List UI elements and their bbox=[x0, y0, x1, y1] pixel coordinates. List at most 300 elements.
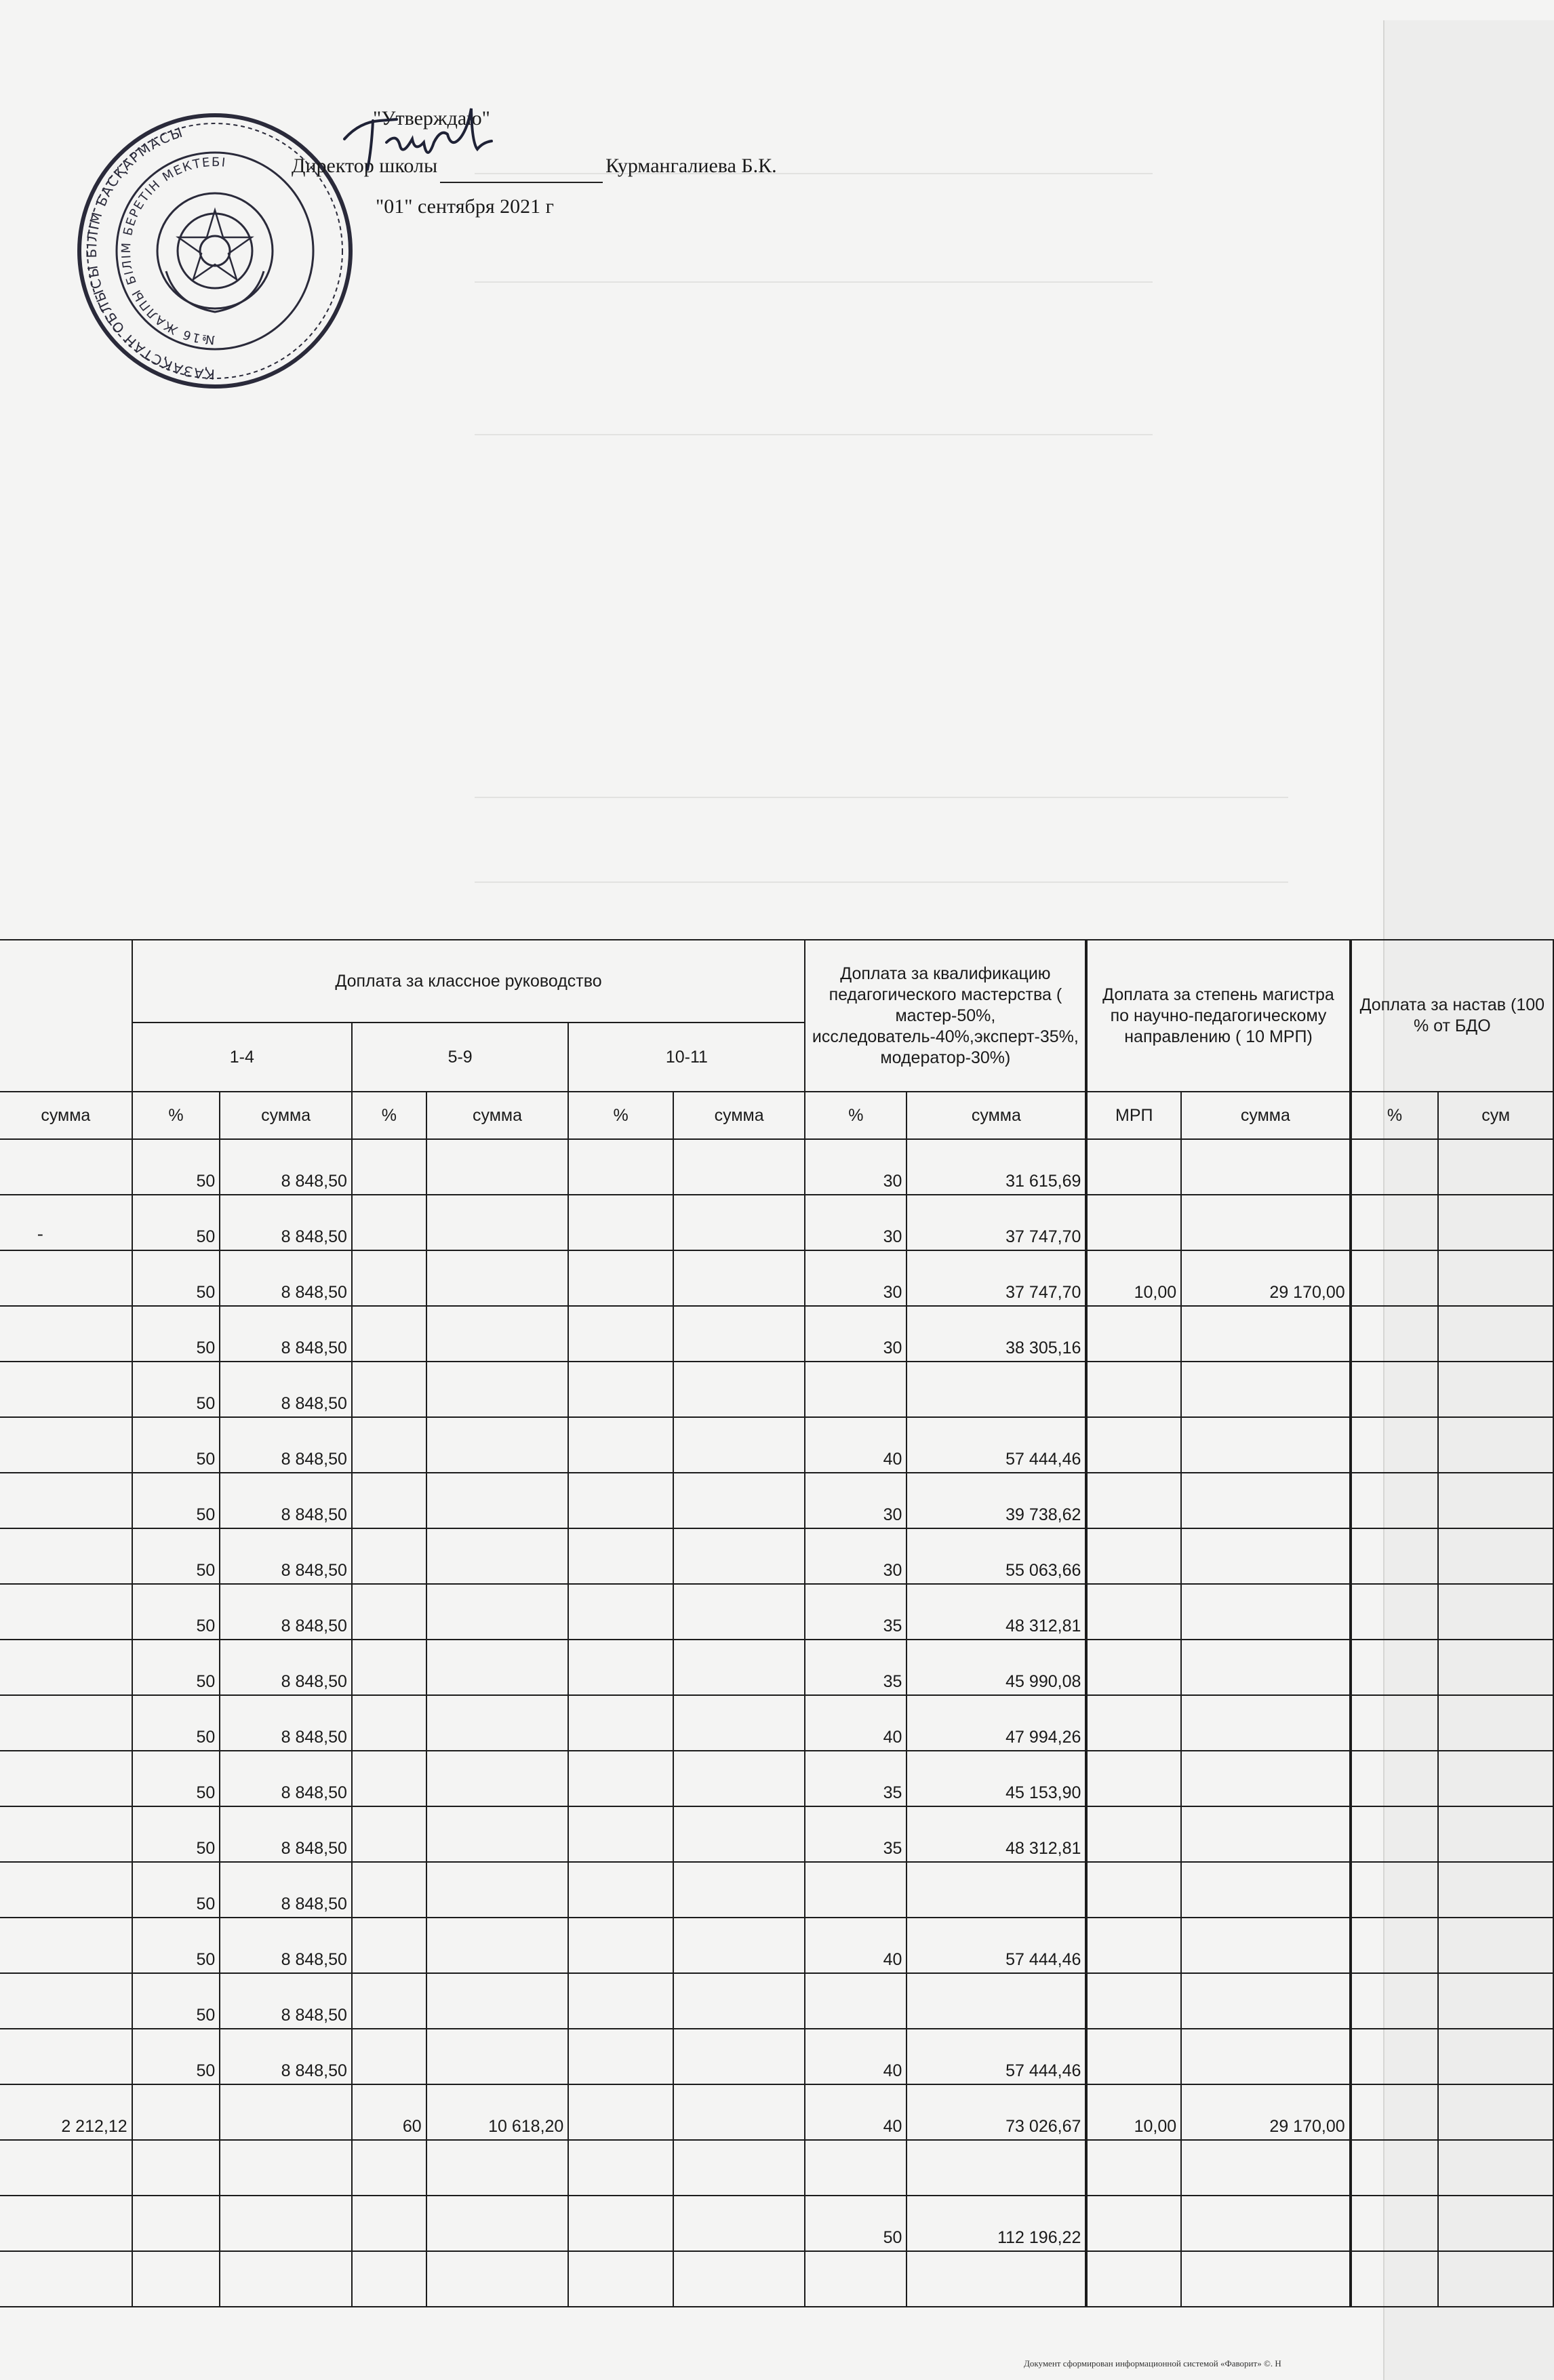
table-row bbox=[0, 1362, 1553, 1417]
table-cell bbox=[568, 1584, 673, 1640]
table-cell bbox=[673, 1973, 805, 2029]
table-cell: 30 bbox=[805, 1473, 906, 1528]
grade-header-10-11: 10-11 bbox=[568, 1023, 805, 1092]
table-cell: 8 848,50 bbox=[220, 1195, 352, 1250]
table-cell bbox=[1351, 2251, 1439, 2307]
table-cell bbox=[0, 1139, 132, 1195]
row-mark: - bbox=[37, 1224, 43, 1244]
table-row bbox=[0, 1528, 1553, 1584]
table-cell bbox=[568, 1973, 673, 2029]
footer-note: Документ сформирован информационной системой «Фаворит» ©. Н bbox=[1024, 2358, 1281, 2368]
table-cell bbox=[220, 2251, 352, 2307]
table-cell bbox=[426, 1473, 569, 1528]
table-cell bbox=[1438, 1751, 1553, 1806]
table-cell: 50 bbox=[132, 1250, 220, 1306]
table-cell: 39 738,62 bbox=[906, 1473, 1086, 1528]
table-cell: 37 747,70 bbox=[906, 1195, 1086, 1250]
table-cell: 30 bbox=[805, 1195, 906, 1250]
table-cell bbox=[0, 1417, 132, 1473]
table-cell bbox=[906, 1362, 1086, 1417]
table-cell bbox=[1086, 1751, 1181, 1806]
table-cell bbox=[568, 1250, 673, 1306]
table-cell: 57 444,46 bbox=[906, 1918, 1086, 1973]
table-cell bbox=[1351, 1250, 1439, 1306]
table-cell bbox=[352, 1973, 426, 2029]
table-cell: 50 bbox=[132, 1473, 220, 1528]
table-cell bbox=[1351, 2084, 1439, 2140]
table-cell bbox=[1181, 1528, 1351, 1584]
table-cell bbox=[1086, 1806, 1181, 1862]
table-cell bbox=[1351, 1695, 1439, 1751]
table-cell bbox=[673, 1362, 805, 1417]
table-cell bbox=[352, 1306, 426, 1362]
table-cell: 8 848,50 bbox=[220, 1695, 352, 1751]
table-cell bbox=[805, 1973, 906, 2029]
table-cell bbox=[568, 2196, 673, 2251]
table-cell: 35 bbox=[805, 1640, 906, 1695]
table-row bbox=[0, 1417, 1553, 1473]
ghost-line bbox=[475, 881, 1288, 883]
table-cell bbox=[673, 2084, 805, 2140]
table-cell: 50 bbox=[132, 1751, 220, 1806]
table-cell bbox=[1438, 1862, 1553, 1918]
table-cell bbox=[1438, 1640, 1553, 1695]
table-cell bbox=[0, 1250, 132, 1306]
table-cell bbox=[1438, 1806, 1553, 1862]
table-cell bbox=[0, 2029, 132, 2084]
table-cell bbox=[568, 1751, 673, 1806]
table-cell: 47 994,26 bbox=[906, 1695, 1086, 1751]
table-cell bbox=[0, 2251, 132, 2307]
table-cell bbox=[673, 2196, 805, 2251]
column-header: % bbox=[1351, 1092, 1439, 1139]
table-row bbox=[0, 1473, 1553, 1528]
table-row bbox=[0, 1306, 1553, 1362]
table-cell: 30 bbox=[805, 1306, 906, 1362]
table-cell bbox=[1438, 1584, 1553, 1640]
table-cell bbox=[1086, 1640, 1181, 1695]
table-row bbox=[0, 1195, 1553, 1250]
table-cell bbox=[673, 1417, 805, 1473]
table-cell bbox=[568, 1695, 673, 1751]
approval-date: "01" сентября 2021 г bbox=[376, 195, 554, 218]
table-cell bbox=[0, 1306, 132, 1362]
table-cell bbox=[220, 2140, 352, 2196]
table-cell: 8 848,50 bbox=[220, 1139, 352, 1195]
ghost-line bbox=[475, 434, 1153, 435]
table-cell bbox=[1086, 2140, 1181, 2196]
column-header: % bbox=[805, 1092, 906, 1139]
table-cell bbox=[352, 1584, 426, 1640]
table-cell: 29 170,00 bbox=[1181, 2084, 1351, 2140]
table-cell: 112 196,22 bbox=[906, 2196, 1086, 2251]
table-cell: 10,00 bbox=[1086, 1250, 1181, 1306]
table-cell: 50 bbox=[132, 1417, 220, 1473]
table-cell bbox=[805, 2251, 906, 2307]
table-row bbox=[0, 1806, 1553, 1862]
table-cell bbox=[1181, 1640, 1351, 1695]
table-cell: 60 bbox=[352, 2084, 426, 2140]
table-cell: 8 848,50 bbox=[220, 2029, 352, 2084]
table-cell bbox=[1438, 1528, 1553, 1584]
table-cell bbox=[568, 1195, 673, 1250]
table-cell: 35 bbox=[805, 1751, 906, 1806]
table-cell bbox=[0, 2140, 132, 2196]
table-row bbox=[0, 1862, 1553, 1918]
table-row bbox=[0, 1250, 1553, 1306]
official-stamp bbox=[58, 102, 373, 400]
table-cell: 50 bbox=[132, 1918, 220, 1973]
table-cell bbox=[906, 1862, 1086, 1918]
table-cell bbox=[1438, 1195, 1553, 1250]
table-cell bbox=[0, 1584, 132, 1640]
signature-underline bbox=[440, 182, 603, 183]
table-cell bbox=[1351, 1306, 1439, 1362]
table-cell: 50 bbox=[132, 1139, 220, 1195]
table-cell bbox=[568, 1528, 673, 1584]
director-signature bbox=[332, 102, 495, 176]
table-cell bbox=[1351, 1473, 1439, 1528]
table-row bbox=[0, 2251, 1553, 2307]
table-cell bbox=[1086, 2029, 1181, 2084]
ghost-line bbox=[475, 797, 1288, 798]
table-cell: 40 bbox=[805, 2084, 906, 2140]
table-cell: 10 618,20 bbox=[426, 2084, 569, 2140]
director-name: Курмангалиева Б.К. bbox=[605, 155, 777, 177]
table-cell bbox=[0, 1806, 132, 1862]
table-cell bbox=[1086, 2251, 1181, 2307]
table-cell bbox=[1438, 2251, 1553, 2307]
table-cell: 48 312,81 bbox=[906, 1584, 1086, 1640]
table-cell bbox=[1351, 1417, 1439, 1473]
table-cell bbox=[1086, 1695, 1181, 1751]
table-cell: 40 bbox=[805, 1417, 906, 1473]
table-cell bbox=[568, 1473, 673, 1528]
table-cell bbox=[352, 2140, 426, 2196]
grade-header-5-9: 5-9 bbox=[352, 1023, 568, 1092]
table-cell bbox=[1438, 1695, 1553, 1751]
table-row bbox=[0, 1139, 1553, 1195]
table-cell: 29 170,00 bbox=[1181, 1250, 1351, 1306]
table-cell bbox=[426, 1528, 569, 1584]
table-cell: 37 747,70 bbox=[906, 1250, 1086, 1306]
table-cell bbox=[1438, 2196, 1553, 2251]
table-cell: 30 bbox=[805, 1250, 906, 1306]
table-cell bbox=[352, 1751, 426, 1806]
table-cell: 8 848,50 bbox=[220, 1973, 352, 2029]
table-cell bbox=[1351, 1918, 1439, 1973]
table-row bbox=[0, 1751, 1553, 1806]
table-cell bbox=[1181, 1584, 1351, 1640]
table-cell bbox=[568, 2029, 673, 2084]
table-cell bbox=[352, 1473, 426, 1528]
table-cell bbox=[352, 2196, 426, 2251]
table-cell bbox=[1086, 1139, 1181, 1195]
table-cell bbox=[673, 1195, 805, 1250]
table-cell bbox=[352, 1528, 426, 1584]
table-cell bbox=[352, 1640, 426, 1695]
table-cell: 50 bbox=[805, 2196, 906, 2251]
table-cell bbox=[426, 1250, 569, 1306]
table-cell bbox=[1086, 1195, 1181, 1250]
table-cell bbox=[673, 2140, 805, 2196]
table-cell: 50 bbox=[132, 1640, 220, 1695]
table-cell: 50 bbox=[132, 2029, 220, 2084]
table-cell bbox=[906, 1973, 1086, 2029]
table-cell bbox=[1181, 1862, 1351, 1918]
table-cell: 10,00 bbox=[1086, 2084, 1181, 2140]
ghost-line bbox=[475, 281, 1153, 283]
table-cell bbox=[805, 2140, 906, 2196]
table-row bbox=[0, 1973, 1553, 2029]
table-cell bbox=[1086, 1473, 1181, 1528]
table-cell bbox=[1181, 2196, 1351, 2251]
table-cell: 50 bbox=[132, 1306, 220, 1362]
column-header: сумма bbox=[906, 1092, 1086, 1139]
table-cell bbox=[673, 1306, 805, 1362]
table-cell bbox=[220, 2196, 352, 2251]
table-cell bbox=[1181, 1806, 1351, 1862]
table-cell: 2 212,12 bbox=[0, 2084, 132, 2140]
table-cell: 40 bbox=[805, 2029, 906, 2084]
table-cell bbox=[1351, 1139, 1439, 1195]
table-cell bbox=[1086, 2196, 1181, 2251]
table-cell bbox=[1181, 1918, 1351, 1973]
table-cell bbox=[1181, 1195, 1351, 1250]
table-cell bbox=[0, 1751, 132, 1806]
table-cell bbox=[568, 1306, 673, 1362]
table-cell: 8 848,50 bbox=[220, 1640, 352, 1695]
table-cell bbox=[1351, 1362, 1439, 1417]
table-cell: 35 bbox=[805, 1806, 906, 1862]
table-cell: 40 bbox=[805, 1918, 906, 1973]
table-cell bbox=[805, 1862, 906, 1918]
stamp-inner-text: №16 ЖАЛПЫ БІЛІМ БЕРЕТІН МЕКТЕБІ bbox=[119, 155, 228, 347]
table-cell bbox=[1438, 1139, 1553, 1195]
table-cell bbox=[1438, 1417, 1553, 1473]
table-cell bbox=[0, 1973, 132, 2029]
table-cell bbox=[1438, 1973, 1553, 2029]
table-cell: 30 bbox=[805, 1528, 906, 1584]
table-cell bbox=[426, 1584, 569, 1640]
table-row bbox=[0, 2140, 1553, 2196]
table-cell: 8 848,50 bbox=[220, 1528, 352, 1584]
table-cell bbox=[1181, 1417, 1351, 1473]
table-row bbox=[0, 1584, 1553, 1640]
table-cell bbox=[1181, 1139, 1351, 1195]
table-cell bbox=[426, 2196, 569, 2251]
table-cell bbox=[1351, 1751, 1439, 1806]
table-cell bbox=[673, 1584, 805, 1640]
table-cell: 35 bbox=[805, 1584, 906, 1640]
table-cell bbox=[1438, 1918, 1553, 1973]
table-cell bbox=[673, 1640, 805, 1695]
table-cell: 48 312,81 bbox=[906, 1806, 1086, 1862]
table-cell bbox=[1351, 1584, 1439, 1640]
table-cell bbox=[132, 2084, 220, 2140]
director-position: Директор школы bbox=[292, 155, 438, 177]
table-cell bbox=[352, 1195, 426, 1250]
masters-degree-header: Доплата за степень магистра по научно-педагогическому направлению ( 10 МРП) bbox=[1086, 940, 1350, 1092]
table-row bbox=[0, 2084, 1553, 2140]
grade-header-1-4: 1-4 bbox=[132, 1023, 352, 1092]
table-cell bbox=[1351, 1806, 1439, 1862]
svg-text:№16 ЖАЛПЫ БІЛІМ БЕРЕТІН МЕКТЕБ bbox=[119, 155, 227, 346]
table-cell bbox=[1181, 1751, 1351, 1806]
table-cell bbox=[673, 1751, 805, 1806]
table-cell bbox=[426, 1306, 569, 1362]
table-cell: 50 bbox=[132, 1362, 220, 1417]
table-cell bbox=[352, 1139, 426, 1195]
table-row bbox=[0, 1640, 1553, 1695]
table-cell bbox=[673, 1139, 805, 1195]
table-cell: 50 bbox=[132, 1862, 220, 1918]
table-cell: 8 848,50 bbox=[220, 1250, 352, 1306]
table-cell bbox=[426, 1973, 569, 2029]
table-cell bbox=[1181, 1695, 1351, 1751]
table-cell bbox=[426, 1139, 569, 1195]
table-cell bbox=[426, 2029, 569, 2084]
table-cell bbox=[0, 1640, 132, 1695]
column-header: сумма bbox=[1181, 1092, 1351, 1139]
table-cell: 8 848,50 bbox=[220, 1417, 352, 1473]
table-cell bbox=[1181, 1306, 1351, 1362]
table-cell bbox=[1351, 1640, 1439, 1695]
table-cell bbox=[1438, 2140, 1553, 2196]
table-cell bbox=[352, 1362, 426, 1417]
table-cell bbox=[568, 1139, 673, 1195]
table-cell: 50 bbox=[132, 1806, 220, 1862]
table-cell bbox=[1351, 1862, 1439, 1918]
table-cell bbox=[1181, 1473, 1351, 1528]
table-cell: 45 990,08 bbox=[906, 1640, 1086, 1695]
table-cell bbox=[1181, 2029, 1351, 2084]
table-cell: 50 bbox=[132, 1695, 220, 1751]
table-cell bbox=[568, 1918, 673, 1973]
qualification-header: Доплата за квалификацию педагогического мастерства ( мастер-50%, исследователь-40%,эксперт-35%, модератор-30%) bbox=[805, 940, 1086, 1092]
table-cell: 38 305,16 bbox=[906, 1306, 1086, 1362]
table-cell bbox=[673, 1918, 805, 1973]
table-cell: 50 bbox=[132, 1528, 220, 1584]
table-cell: 50 bbox=[132, 1973, 220, 2029]
table-cell: 73 026,67 bbox=[906, 2084, 1086, 2140]
table-cell bbox=[906, 2251, 1086, 2307]
table-cell: 45 153,90 bbox=[906, 1751, 1086, 1806]
table-cell bbox=[426, 2251, 569, 2307]
table-cell bbox=[568, 1640, 673, 1695]
table-cell bbox=[1181, 1973, 1351, 2029]
table-cell: 50 bbox=[132, 1195, 220, 1250]
table-cell: 31 615,69 bbox=[906, 1139, 1086, 1195]
table-cell bbox=[568, 1362, 673, 1417]
table-cell bbox=[1351, 1528, 1439, 1584]
table-cell bbox=[1438, 1473, 1553, 1528]
table-cell bbox=[426, 1751, 569, 1806]
table-cell bbox=[1438, 1250, 1553, 1306]
column-header: сум bbox=[1438, 1092, 1553, 1139]
table-cell bbox=[352, 1862, 426, 1918]
column-header: МРП bbox=[1086, 1092, 1181, 1139]
column-header: % bbox=[352, 1092, 426, 1139]
table-cell bbox=[1181, 1362, 1351, 1417]
column-header: % bbox=[568, 1092, 673, 1139]
table-cell bbox=[0, 1862, 132, 1918]
table-cell bbox=[426, 1918, 569, 1973]
table-cell: 8 848,50 bbox=[220, 1306, 352, 1362]
table-cell bbox=[1438, 2084, 1553, 2140]
table-cell bbox=[1086, 1584, 1181, 1640]
table-row bbox=[0, 2196, 1553, 2251]
table-cell bbox=[1351, 1195, 1439, 1250]
table-cell bbox=[352, 1250, 426, 1306]
table-cell: 8 848,50 bbox=[220, 1584, 352, 1640]
table-cell bbox=[1351, 1973, 1439, 2029]
table-cell bbox=[132, 2196, 220, 2251]
table-cell bbox=[352, 2029, 426, 2084]
table-cell bbox=[426, 1640, 569, 1695]
table-cell: 8 848,50 bbox=[220, 1473, 352, 1528]
table-cell bbox=[0, 1918, 132, 1973]
table-cell: 55 063,66 bbox=[906, 1528, 1086, 1584]
table-cell bbox=[0, 1362, 132, 1417]
table-cell bbox=[352, 1918, 426, 1973]
table-cell bbox=[1086, 1362, 1181, 1417]
table-cell bbox=[426, 1362, 569, 1417]
table-cell: 50 bbox=[132, 1584, 220, 1640]
table-cell bbox=[352, 1695, 426, 1751]
table-cell bbox=[426, 2140, 569, 2196]
table-cell bbox=[426, 1195, 569, 1250]
table-cell bbox=[1086, 1973, 1181, 2029]
table-cell bbox=[673, 1862, 805, 1918]
table-cell bbox=[426, 1695, 569, 1751]
table-cell bbox=[1438, 1362, 1553, 1417]
table-row bbox=[0, 1918, 1553, 1973]
table-cell bbox=[352, 2251, 426, 2307]
table-cell bbox=[0, 1528, 132, 1584]
table-cell bbox=[568, 1862, 673, 1918]
table-cell bbox=[426, 1417, 569, 1473]
table-row bbox=[0, 2029, 1553, 2084]
table-cell: 40 bbox=[805, 1695, 906, 1751]
table-cell: 8 848,50 bbox=[220, 1806, 352, 1862]
table-cell bbox=[132, 2251, 220, 2307]
table-cell bbox=[568, 1806, 673, 1862]
table-cell bbox=[673, 2029, 805, 2084]
table-cell: 30 bbox=[805, 1139, 906, 1195]
table-cell bbox=[1086, 1862, 1181, 1918]
table-cell bbox=[568, 1417, 673, 1473]
table-cell bbox=[568, 2251, 673, 2307]
table-cell: 8 848,50 bbox=[220, 1862, 352, 1918]
table-cell bbox=[0, 1473, 132, 1528]
table-cell bbox=[673, 1473, 805, 1528]
class-guidance-header: Доплата за классное руководство bbox=[132, 940, 805, 1023]
table-cell bbox=[1086, 1918, 1181, 1973]
table-cell bbox=[1181, 2140, 1351, 2196]
table-cell bbox=[673, 1695, 805, 1751]
table-cell bbox=[352, 1417, 426, 1473]
table-cell bbox=[1438, 1306, 1553, 1362]
table-cell bbox=[1438, 2029, 1553, 2084]
table-cell bbox=[673, 2251, 805, 2307]
column-header: сумма bbox=[0, 1092, 132, 1139]
table-cell bbox=[673, 1806, 805, 1862]
table-cell bbox=[906, 2140, 1086, 2196]
table-cell bbox=[352, 1806, 426, 1862]
payroll-table bbox=[0, 939, 1554, 2307]
table-cell bbox=[568, 2084, 673, 2140]
